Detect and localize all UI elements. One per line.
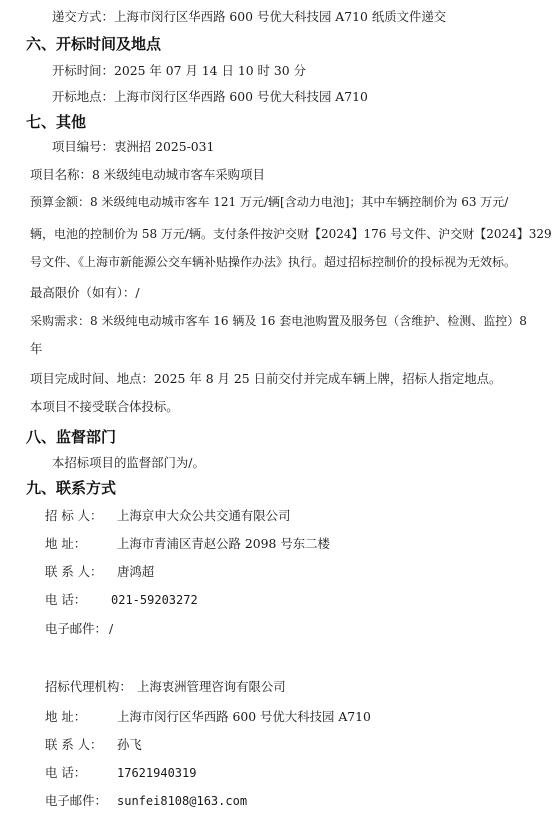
- tenderer-phone-value: 021-59203272: [111, 593, 198, 607]
- agent-email-label: 电子邮件：: [45, 793, 107, 808]
- no-consortium-note: 本项目不接受联合体投标。: [30, 399, 179, 414]
- budget-line-1: 预算金额：8 米级纯电动城市客车 121 万元/辆[含动力电池]；其中车辆控制价为 63 万元/: [30, 195, 509, 209]
- tenderer-value: 上海京申大众公共交通有限公司: [117, 508, 291, 523]
- bid-opening-time: 开标时间：2025 年 07 月 14 日 10 时 30 分: [52, 63, 306, 78]
- supervision-department: 本招标项目的监督部门为/。: [52, 455, 205, 470]
- agent-email-row: [45, 794, 247, 809]
- agent-label: 招标代理机构：: [45, 679, 132, 694]
- agent-phone-row: [45, 766, 196, 781]
- agent-contact-row: [45, 738, 142, 753]
- section8-heading: 八、监督部门: [26, 428, 117, 446]
- agent-contact-label: 联 系 人：: [45, 737, 103, 752]
- completion-time-place: 项目完成时间、地点：2025 年 8 月 25 日前交付并完成车辆上牌，招标人指定地点。: [30, 371, 502, 386]
- max-price-limit: 最高限价（如有）：/: [30, 285, 140, 300]
- section9-heading: 九、联系方式: [26, 479, 117, 497]
- procurement-requirement-line-2: 年: [30, 341, 43, 356]
- tenderer-email-row: [45, 622, 113, 637]
- budget-line-3: 号文件、《上海市新能源公交车辆补贴操作办法》执行。超过招标控制价的投标视为无效标。: [30, 255, 517, 269]
- agent-address-label: 地 址：: [45, 709, 87, 724]
- procurement-requirement-line-1: 采购需求：8 米级纯电动城市客车 16 辆及 16 套电池购置及服务包（含维护、检测、监控）8: [30, 314, 527, 328]
- agent-contact-value: 孙飞: [117, 737, 142, 752]
- tenderer-address-label: 地 址：: [45, 536, 87, 551]
- agent-phone-label: 电 话：: [45, 765, 87, 780]
- project-number: 项目编号：衷洲招 2025-031: [52, 139, 215, 154]
- tenderer-row: [45, 509, 290, 524]
- section7-heading: 七、其他: [26, 113, 87, 131]
- agent-value: 上海衷洲管理咨询有限公司: [137, 679, 286, 694]
- tenderer-email-value: /: [109, 621, 114, 636]
- tenderer-contact-row: [45, 565, 154, 580]
- tenderer-phone-label: 电 话：: [45, 592, 87, 607]
- tenderer-contact-label: 联 系 人：: [45, 564, 103, 579]
- tenderer-address-row: [45, 537, 330, 552]
- bid-opening-place: 开标地点：上海市闵行区华西路 600 号优大科技园 A710: [52, 89, 368, 104]
- tenderer-contact-value: 唐鸿超: [117, 564, 155, 579]
- budget-line-2: 辆，电池的控制价为 58 万元/辆。支付条件按沪交财【2024】176 号文件、沪交财【2024】329: [30, 227, 552, 241]
- project-name: 项目名称：8 米级纯电动城市客车采购项目: [30, 167, 265, 182]
- tenderer-email-label: 电子邮件：: [45, 621, 107, 636]
- section6-heading: 六、开标时间及地点: [26, 35, 162, 53]
- agent-email-value: sunfei8108@163.com: [117, 794, 248, 808]
- tenderer-phone-row: [45, 593, 198, 608]
- tenderer-address-value: 上海市青浦区青赵公路 2098 号东二楼: [117, 536, 330, 551]
- delivery-method: 递交方式：上海市闵行区华西路 600 号优大科技园 A710 纸质文件递交: [52, 9, 447, 24]
- agent-phone-value: 17621940319: [117, 766, 197, 780]
- agent-row: [45, 680, 286, 695]
- tenderer-label: 招 标 人：: [45, 508, 103, 523]
- agent-address-value: 上海市闵行区华西路 600 号优大科技园 A710: [117, 709, 371, 724]
- agent-address-row: [45, 710, 371, 725]
